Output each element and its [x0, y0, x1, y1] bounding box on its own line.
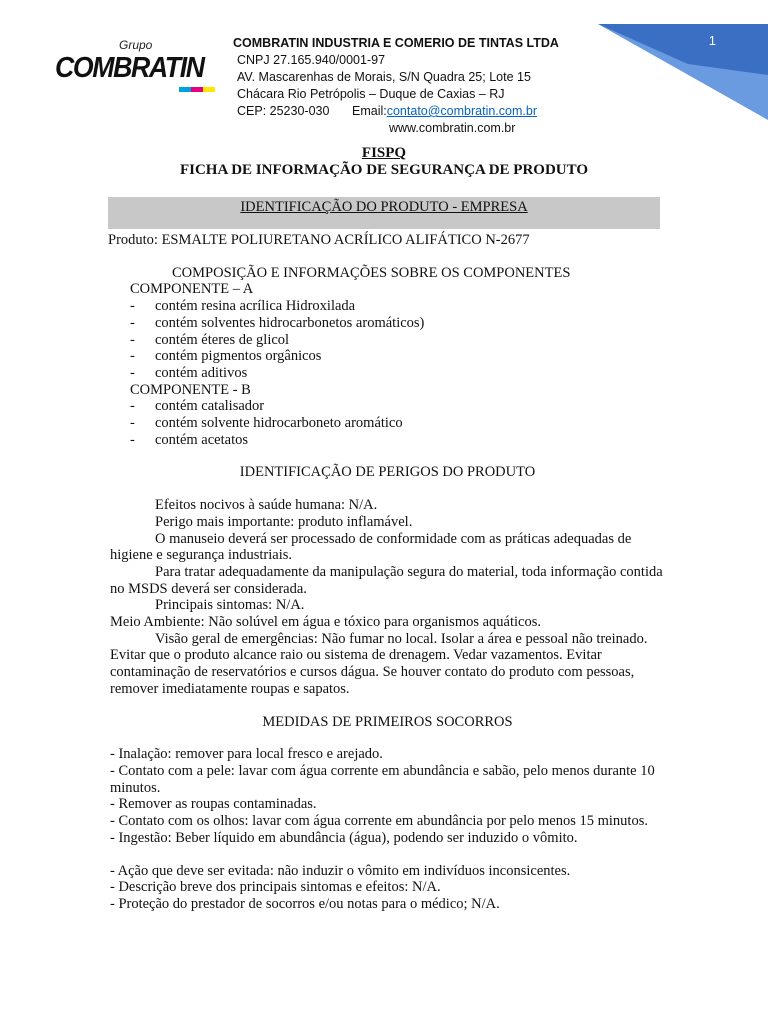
- document-body: [110, 232, 665, 913]
- hazard-emergency: Visão geral de emergências: Não fumar no local. Isolar a área e pessoal não treinado. Evitar que o produto alcance raio ou sistema de drenagem. Vedar vazamentos. Evitar contaminação de reservatórios e cursos dágua. Se houver contato do produto com pessoas, remover imediatamente roupas e sapatos.: [110, 630, 648, 697]
- cep-email-row: [233, 103, 559, 120]
- list-item: - contém solvente hidrocarboneto aromático: [130, 415, 403, 432]
- page-corner-decoration: [568, 0, 768, 120]
- first-aid-list-2: [110, 863, 665, 913]
- component-a-label: COMPONENTE – A: [130, 281, 254, 298]
- company-cep: CEP: 25230-030: [237, 104, 330, 118]
- hazard-health: Efeitos nocivos à saúde humana: N/A.: [155, 497, 378, 514]
- list-item: - contém resina acrílica Hidroxilada: [130, 298, 356, 315]
- hazard-symptoms: Principais sintomas: N/A.: [155, 597, 305, 614]
- list-item: - contém pigmentos orgânicos: [130, 348, 322, 365]
- company-header: [233, 35, 559, 137]
- component-a-list: [110, 298, 665, 382]
- product-name: Produto: ESMALTE POLIURETANO ACRÍLICO ALIFÁTICO N-2677: [108, 232, 530, 248]
- section-heading-identification: IDENTIFICAÇÃO DO PRODUTO - EMPRESA: [240, 199, 528, 215]
- list-item: - Proteção do prestador de socorros e/ou notas para o médico; N/A.: [110, 895, 500, 912]
- hazard-environment: Meio Ambiente: Não solúvel em água e tóxico para organismos aquáticos.: [110, 614, 541, 631]
- logo-color-bar: [179, 87, 215, 92]
- component-b-list: [110, 398, 665, 448]
- hazard-main-danger: Perigo mais importante: produto inflamável.: [155, 513, 413, 530]
- list-item: - Contato com a pele: lavar com água corrente em abundância e sabão, pelo menos durante 10 minutos.: [110, 762, 655, 796]
- document-titles: [0, 145, 768, 179]
- company-website[interactable]: www.combratin.com.br: [389, 121, 516, 135]
- logo-bar-yellow: [203, 87, 215, 92]
- company-district: Chácara Rio Petrópolis – Duque de Caxias – RJ: [237, 87, 505, 101]
- email-link[interactable]: contato@combratin.com.br: [386, 104, 537, 118]
- logo-brand-text: COMBRATIN: [55, 52, 204, 84]
- list-item: - contém solventes hidrocarbonetos aromáticos): [130, 314, 425, 331]
- company-logo: [55, 38, 220, 96]
- email-label: Email:: [352, 104, 387, 118]
- doc-subtitle: FICHA DE INFORMAÇÃO DE SEGURANÇA DE PRODUTO: [179, 162, 589, 178]
- component-b-label: COMPONENTE - B: [130, 381, 251, 398]
- company-address: AV. Mascarenhas de Morais, S/N Quadra 25; Lote 15: [237, 70, 531, 84]
- list-item: - contém aditivos: [130, 364, 248, 381]
- first-aid-list-1: [110, 746, 665, 846]
- company-name: COMBRATIN INDUSTRIA E COMERIO DE TINTAS LTDA: [233, 36, 559, 50]
- doc-title: FISPQ: [361, 145, 407, 161]
- list-item: - Ingestão: Beber líquido em abundância (água), podendo ser induzido o vômito.: [110, 829, 578, 846]
- list-item: - contém catalisador: [130, 398, 265, 415]
- list-item: - Remover as roupas contaminadas.: [110, 796, 317, 813]
- hazard-safe-handling: Para tratar adequadamente da manipulação segura do material, toda informação contida no MSDS deverá ser considerada.: [110, 563, 663, 597]
- hazard-handling: O manuseio deverá ser processado de conformidade com as práticas adequadas de higiene e segurança industriais.: [110, 530, 632, 564]
- page-number: 1: [708, 33, 716, 48]
- logo-bar-cyan: [179, 87, 191, 92]
- list-item: - contém éteres de glicol: [130, 331, 290, 348]
- list-item: - Inalação: remover para local fresco e arejado.: [110, 746, 383, 763]
- section-bar-identification: [108, 197, 660, 229]
- section-heading-first-aid: MEDIDAS DE PRIMEIROS SOCORROS: [262, 713, 513, 730]
- logo-bar-magenta: [191, 87, 203, 92]
- section-heading-hazards: IDENTIFICAÇÃO DE PERIGOS DO PRODUTO: [239, 464, 536, 481]
- list-item: - contém acetatos: [130, 431, 248, 448]
- list-item: - Descrição breve dos principais sintomas e efeitos: N/A.: [110, 879, 441, 896]
- section-heading-composition: COMPOSIÇÃO E INFORMAÇÕES SOBRE OS COMPONENTES: [172, 264, 571, 281]
- list-item: - Contato com os olhos: lavar com água corrente em abundância por pelo menos 15 minutos.: [110, 813, 648, 830]
- list-item: - Ação que deve ser evitada: não induzir o vômito em indivíduos inconsicentes.: [110, 862, 571, 879]
- company-cnpj: CNPJ 27.165.940/0001-97: [237, 53, 386, 67]
- logo-grupo-text: Grupo: [119, 38, 153, 52]
